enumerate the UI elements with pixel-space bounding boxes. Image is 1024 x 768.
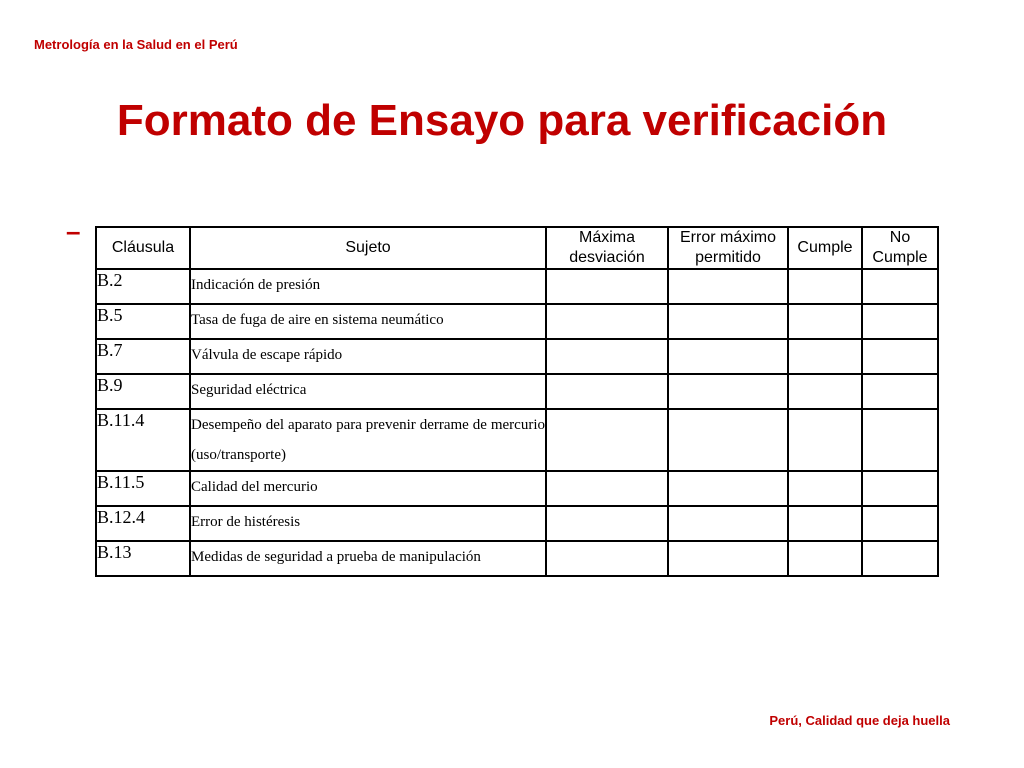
header-maxima-desviacion	[546, 227, 668, 269]
header-error-line1: Error máximo	[679, 229, 776, 246]
cumple-cell[interactable]	[788, 409, 862, 471]
no-cumple-cell[interactable]	[862, 304, 938, 339]
header-maxima-line1: Máxima	[578, 229, 635, 246]
cumple-cell[interactable]	[788, 506, 862, 541]
no-cumple-cell[interactable]	[862, 409, 938, 471]
cumple-cell[interactable]	[788, 339, 862, 374]
error-maximo-cell[interactable]	[668, 471, 788, 506]
header-no-cumple	[862, 227, 938, 269]
cumple-cell[interactable]	[788, 374, 862, 409]
clause-cell: B.11.5	[96, 471, 190, 506]
no-cumple-cell[interactable]	[862, 541, 938, 576]
clause-cell: B.7	[96, 339, 190, 374]
header-org-text: Metrología en la Salud en el Perú	[34, 37, 238, 52]
maxima-desviacion-cell[interactable]	[546, 339, 668, 374]
table-header-row	[96, 227, 938, 269]
footer-slogan: Perú, Calidad que deja huella	[769, 713, 950, 728]
subject-cell: Medidas de seguridad a prueba de manipulación	[190, 541, 546, 576]
header-error-line2: permitido	[695, 249, 761, 266]
error-maximo-cell[interactable]	[668, 374, 788, 409]
maxima-desviacion-cell[interactable]	[546, 374, 668, 409]
error-maximo-cell[interactable]	[668, 269, 788, 304]
no-cumple-cell[interactable]	[862, 506, 938, 541]
header-cumple	[788, 227, 862, 269]
error-maximo-cell[interactable]	[668, 409, 788, 471]
header-no-cumple-line2: Cumple	[872, 249, 928, 266]
maxima-desviacion-cell[interactable]	[546, 409, 668, 471]
cumple-cell[interactable]	[788, 269, 862, 304]
clause-cell: B.9	[96, 374, 190, 409]
header-clausula-label: Cláusula	[111, 239, 175, 256]
header-sujeto-label: Sujeto	[345, 239, 391, 256]
no-cumple-cell[interactable]	[862, 339, 938, 374]
slide-title: Formato de Ensayo para verificación	[116, 96, 888, 145]
cumple-cell[interactable]	[788, 471, 862, 506]
header-error-maximo	[668, 227, 788, 269]
subject-cell: Desempeño del aparato para prevenir derrame de mercurio (uso/transporte)	[190, 409, 546, 471]
no-cumple-cell[interactable]	[862, 269, 938, 304]
clause-cell: B.11.4	[96, 409, 190, 471]
maxima-desviacion-cell[interactable]	[546, 269, 668, 304]
table-row	[96, 304, 938, 339]
header-sujeto	[190, 227, 546, 269]
no-cumple-cell[interactable]	[862, 374, 938, 409]
table-row	[96, 409, 938, 471]
header-cumple-label: Cumple	[797, 239, 853, 256]
maxima-desviacion-cell[interactable]	[546, 541, 668, 576]
error-maximo-cell[interactable]	[668, 506, 788, 541]
clause-cell: B.12.4	[96, 506, 190, 541]
table-row	[96, 541, 938, 576]
error-maximo-cell[interactable]	[668, 339, 788, 374]
verification-table	[95, 226, 939, 577]
header-clausula	[96, 227, 190, 269]
header-no-cumple-line1: No	[889, 229, 911, 246]
subject-cell: Válvula de escape rápido	[190, 339, 546, 374]
maxima-desviacion-cell[interactable]	[546, 471, 668, 506]
maxima-desviacion-cell[interactable]	[546, 506, 668, 541]
cumple-cell[interactable]	[788, 304, 862, 339]
subject-cell: Seguridad eléctrica	[190, 374, 546, 409]
error-maximo-cell[interactable]	[668, 541, 788, 576]
table-row	[96, 471, 938, 506]
table-row	[96, 269, 938, 304]
table-row	[96, 374, 938, 409]
cumple-cell[interactable]	[788, 541, 862, 576]
clause-cell: B.13	[96, 541, 190, 576]
table-row	[96, 506, 938, 541]
subject-cell: Error de histéresis	[190, 506, 546, 541]
subject-cell: Indicación de presión	[190, 269, 546, 304]
no-cumple-cell[interactable]	[862, 471, 938, 506]
table-row	[96, 339, 938, 374]
subject-cell: Calidad del mercurio	[190, 471, 546, 506]
error-maximo-cell[interactable]	[668, 304, 788, 339]
bullet-dash: –	[66, 216, 81, 246]
subject-cell: Tasa de fuga de aire en sistema neumático	[190, 304, 546, 339]
maxima-desviacion-cell[interactable]	[546, 304, 668, 339]
clause-cell: B.5	[96, 304, 190, 339]
header-maxima-line2: desviación	[569, 249, 645, 266]
clause-cell: B.2	[96, 269, 190, 304]
